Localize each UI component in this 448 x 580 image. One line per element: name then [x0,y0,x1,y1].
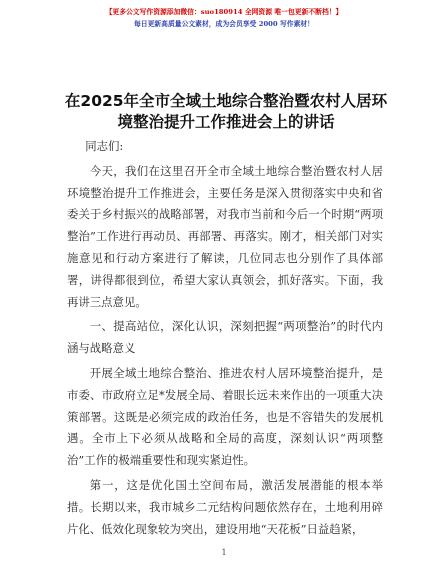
paragraph-intro: 今天，我们在这里召开全市全域土地综合整治暨农村人居环境整治提升工作推进会，主要任务是深入贯彻落实中央和省委关于乡村振兴的战略部署，对我市当前和今后一个时期“两项整治”工作进行再动员、再部署、再落实。刚才，相关部门对实施意见和行动方案进行了解读，几位同志也分别作了具体部署，讲得都很到位，希望大家认真领会，抓好落实。下面，我再讲三点意见。 [67,163,383,309]
page-number: 1 [221,548,227,557]
promo-banner-line1: 【更多公文写作资源添加微信：suo180914 全网资源 唯一包更新不断档！】 [105,8,343,16]
document-title: 在2025年全市全域土地综合整治暨农村人居环境整治提升工作推进会上的讲话 [64,92,388,131]
section-heading-1: 一、提高站位，深化认识，深刻把握“两项整治”的时代内涵与战略意义 [67,319,383,356]
document-body [67,136,383,540]
paragraph-section-1: 开展全域土地综合整治、推进农村人居环境整治提升，是市委、市政府立足*发展全局、着眼长远未来作出的一项重大决策部署。这既是必须完成的政治任务，也是不容错失的发展机遇。全市上下必须从战略和全局的高度，深刻认识“两项整治”工作的极端重要性和现实紧迫性。 [67,365,383,468]
promo-banner-line2: 每日更新高质量公文素材，成为会员享受 2000 写作素材！ [134,20,314,28]
paragraph-point-1: 第一，这是优化国土空间布局，激活发展潜能的根本举措。长期以来，我市城乡二元结构问题依然存在，土地利用碎片化、低效化现象较为突出，建设用地“天花板”日益趋紧， [67,477,383,536]
greeting: 同志们: [85,139,124,153]
